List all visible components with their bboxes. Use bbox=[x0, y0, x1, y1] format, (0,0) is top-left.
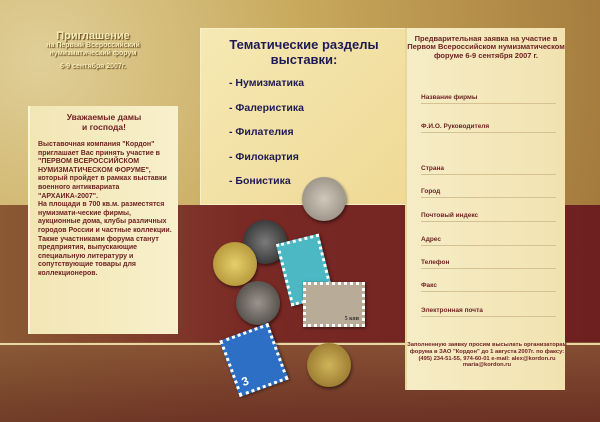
section-item: - Нумизматика bbox=[229, 77, 305, 89]
field-address[interactable]: Адрес bbox=[421, 236, 556, 246]
sections-title: Тематические разделы выставки: bbox=[229, 37, 379, 67]
application-footer: Заполненную заявку просим высылать организаторам форума в ЗАО "Кордон" до 1 августа 2007г. по факсу: (495) 234-51-55, 974-60-01 e-mail: alex@kordon.ru maria@kordon.ru bbox=[407, 342, 567, 369]
field-company[interactable]: Название фирмы bbox=[421, 94, 556, 104]
sepia-stamp bbox=[303, 282, 365, 327]
field-postcode[interactable]: Почтовый индекс bbox=[421, 212, 556, 222]
gold-coin bbox=[213, 242, 257, 286]
section-item: - Бонистика bbox=[229, 175, 291, 187]
field-phone[interactable]: Телефон bbox=[421, 259, 556, 269]
section-item: - Фалеристика bbox=[229, 101, 304, 114]
letter-body: Выставочная компания "Кордон" приглашает Вас принять участие в "ПЕРВОМ ВСЕРОССИЙСКОМ НУМИЗМАТИЧЕСКОМ ФОРУМЕ", который пройдет в рамках выставки военного антиквариата "АРХАИКА-2007". На площади в 700 кв.м. разместятся нумизмати-ческие фирмы, аукционные дома, клубы различных городов России и частные коллекции. Также участниками форума станут предприятия, выпускающие специальную литературу и сопутствующие товары для коллекционеров. bbox=[38, 141, 172, 277]
field-city[interactable]: Город bbox=[421, 188, 556, 198]
section-item: - Филателия bbox=[229, 126, 294, 138]
invitation-line2: нумизматический форум bbox=[49, 50, 137, 57]
invitation-line1: на Первый Всероссийский bbox=[46, 42, 140, 49]
field-country[interactable]: Страна bbox=[421, 165, 556, 175]
greeting: Уважаемые дамы и господа! bbox=[66, 112, 142, 132]
stamp-value: 3 bbox=[239, 373, 251, 390]
silver-coin-portrait bbox=[302, 177, 346, 221]
application-form bbox=[405, 28, 565, 390]
stamp-value: 5 коп bbox=[344, 316, 359, 322]
letter-panel bbox=[28, 106, 178, 334]
section-item: - Филокартия bbox=[229, 150, 299, 163]
field-email[interactable]: Электронная почта bbox=[421, 307, 556, 317]
bronze-coin bbox=[307, 343, 351, 387]
eagle-silver-coin bbox=[236, 281, 280, 325]
invitation-dates: 6-9 сентября 2007г. bbox=[60, 63, 126, 70]
field-director[interactable]: Ф.И.О. Руководителя bbox=[421, 123, 556, 133]
invitation-title: Приглашение bbox=[56, 30, 130, 42]
application-title: Предварительная заявка на участие в Первом Всероссийском нумизматическом форуме 6-9 сентября 2007 г. bbox=[407, 34, 565, 60]
field-fax[interactable]: Факс bbox=[421, 282, 556, 292]
sections-panel bbox=[200, 28, 408, 205]
invitation-title-block bbox=[38, 30, 148, 88]
